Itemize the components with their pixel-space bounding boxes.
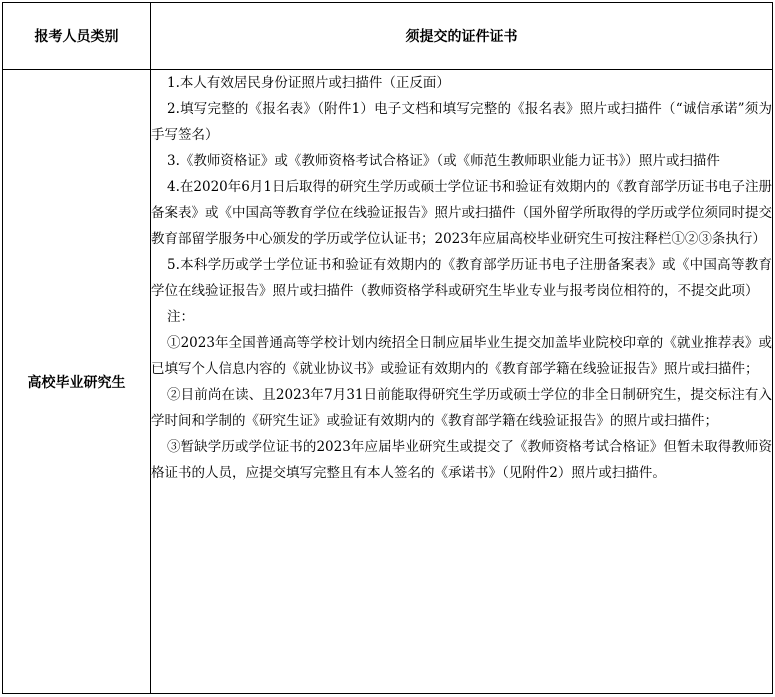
header-category: 报考人员类别	[3, 3, 151, 70]
note-label: 注：	[167, 309, 194, 325]
list-item: 5.本科学历或学士学位证书和验证有效期内的《教育部学历证书电子注册备案表》或《中国高等教育学位在线验证报告》照片或扫描件（教师资格学科或研究生毕业专业与报考岗位相符的，不提交此项）	[151, 257, 772, 299]
requirements-table	[2, 2, 773, 694]
table-row	[3, 70, 773, 694]
note-item: ③暂缺学历或学位证书的2023年应届毕业研究生或提交了《教师资格考试合格证》但暂未取得教师资格证书的人员，应提交填写完整且有本人签名的《承诺书》（见附件2）照片或扫描件。	[151, 439, 772, 481]
header-documents: 须提交的证件证书	[151, 3, 773, 70]
list-item: 4.在2020年6月1日后取得的研究生学历或硕士学位证书和验证有效期内的《教育部学历证书电子注册备案表》或《中国高等教育学位在线验证报告》照片或扫描件（国外留学所取得的学历或学位须同时提交教育部留学服务中心颁发的学历或学位认证书；2023年应届高校毕业研究生可按注释栏①②③条执行）	[151, 179, 772, 247]
list-item: 2.填写完整的《报名表》（附件1）电子文档和填写完整的《报名表》照片或扫描件（“诚信承诺”须为手写签名）	[151, 101, 772, 143]
table-header-row	[3, 3, 773, 70]
list-item: 3.《教师资格证》或《教师资格考试合格证》（或《师范生教师职业能力证书》）照片或扫描件	[167, 153, 720, 169]
note-item: ①2023年全国普通高等学校计划内统招全日制应届毕业生提交加盖毕业院校印章的《就业推荐表》或已填写个人信息内容的《就业协议书》或验证有效期内的《教育部学籍在线验证报告》照片或扫描件；	[151, 335, 772, 377]
list-item: 1.本人有效居民身份证照片或扫描件（正反面）	[167, 75, 450, 91]
applicant-category: 高校毕业研究生	[3, 70, 151, 694]
note-item: ②目前尚在读、且2023年7月31日前能取得研究生学历或硕士学位的非全日制研究生，提交标注有入学时间和学制的《研究生证》或验证有效期内的《教育部学籍在线验证报告》的照片或扫描件；	[151, 387, 772, 429]
document-list	[151, 70, 773, 694]
